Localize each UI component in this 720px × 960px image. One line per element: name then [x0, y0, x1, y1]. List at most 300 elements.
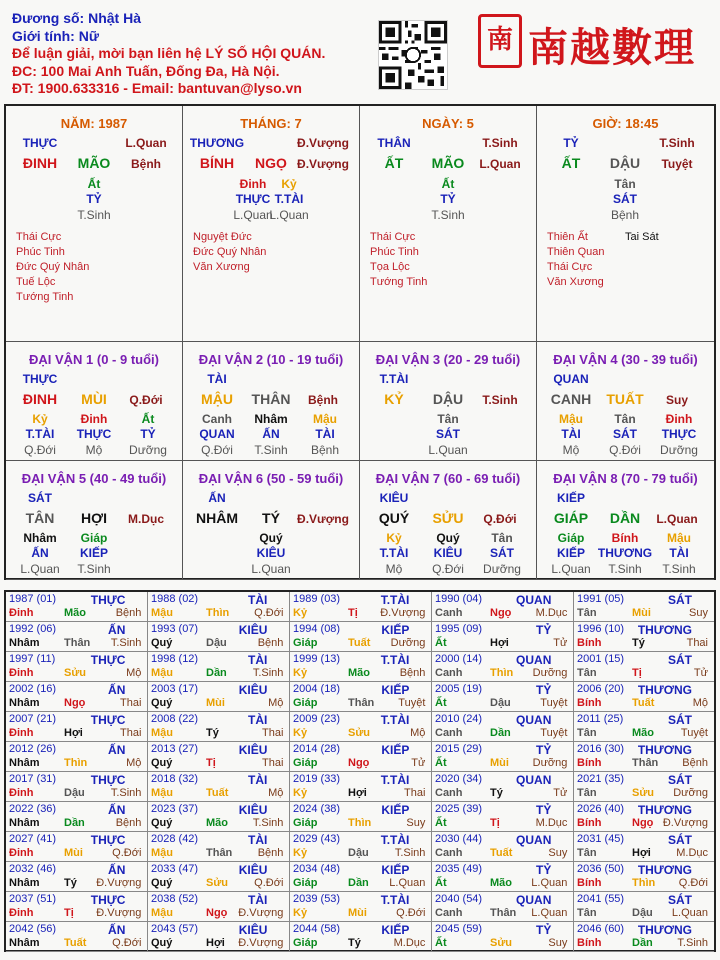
year-label: 2029 (43) [293, 833, 341, 845]
year-stem: Tân [577, 607, 597, 619]
year-label: 2034 (48) [293, 863, 341, 875]
year-label: 1996 (10) [577, 623, 625, 635]
year-state: Đ.Vượng [238, 907, 284, 919]
year-branch: Mùi [64, 847, 83, 859]
dai-van-god: KIÊU [379, 491, 409, 505]
year-branch: Thân [490, 907, 517, 919]
year-branch: Tý [348, 937, 361, 949]
year-cell [290, 802, 432, 832]
pillar-state: Đ.Vượng [297, 157, 349, 171]
year-god: T.TÀI [380, 713, 410, 727]
year-branch: Dần [632, 937, 653, 949]
year-state: Tử [553, 637, 568, 649]
year-branch: Mão [490, 877, 512, 889]
pillar-god: THÂN [377, 136, 411, 150]
year-stem: Đinh [9, 847, 34, 859]
year-stem: Ất [435, 937, 447, 949]
year-stem: Quý [151, 877, 173, 889]
year-branch: Thìn [490, 667, 514, 679]
year-branch: Dậu [632, 907, 653, 919]
year-branch: Tuất [632, 697, 655, 709]
year-branch: Tị [206, 757, 216, 769]
year-state: Suy [548, 847, 568, 859]
year-label: 2046 (60) [577, 923, 625, 935]
dai-van-god: KIẾP [556, 491, 585, 505]
hidden-stem: Tân [614, 412, 636, 426]
pillar-stem: ĐINH [22, 155, 58, 171]
pillar-stem: ẤT [561, 155, 581, 171]
dai-van-stem: GIÁP [553, 510, 589, 526]
year-state: M.Dục [535, 607, 568, 619]
year-state: Q.Đới [112, 847, 142, 859]
year-god: QUAN [516, 893, 552, 907]
year-god: THỰC [90, 713, 126, 727]
year-cell [290, 862, 432, 892]
year-branch: Thân [64, 637, 91, 649]
year-label: 1998 (12) [151, 653, 199, 665]
year-state: M.Dục [393, 937, 426, 949]
pillar-god: THƯƠNG [189, 136, 245, 150]
year-label: 2043 (57) [151, 923, 199, 935]
year-god: THƯƠNG [637, 743, 692, 757]
year-god: ẤN [108, 743, 126, 757]
year-label: 2005 (19) [435, 683, 483, 695]
dai-van-branch: DẦN [609, 510, 641, 526]
dai-van-title: ĐẠI VẬN 5 (40 - 49 tuổi) [21, 471, 167, 486]
year-god: KIÊU [238, 863, 268, 877]
year-cell [432, 592, 574, 622]
year-state: Suy [548, 937, 568, 949]
address-line: ĐC: 100 Mai Anh Tuấn, Đống Đa, Hà Nội. [12, 62, 280, 79]
year-label: 2013 (27) [151, 743, 199, 755]
year-stem: Nhâm [9, 637, 40, 649]
hidden-state: Q.Đới [201, 443, 233, 457]
star-item: Tuế Lộc [16, 276, 56, 288]
year-stem: Quý [151, 637, 173, 649]
year-state: Đ.Vượng [96, 877, 142, 889]
year-god: THỰC [90, 653, 126, 667]
hidden-stem: Tân [614, 177, 636, 191]
year-state: Suy [406, 817, 426, 829]
year-stem: Nhâm [9, 757, 40, 769]
year-cell [148, 652, 290, 682]
pillar-state-top: L.Quan [125, 136, 167, 150]
pillar-0 [6, 106, 183, 342]
year-state: Tuyệt [540, 697, 568, 709]
hidden-state: L.Quan [251, 562, 291, 576]
year-state: Bệnh [682, 757, 708, 769]
year-cell [432, 742, 574, 772]
year-cell [6, 592, 148, 622]
hidden-god: SÁT [613, 427, 637, 441]
dai-van-stem: TÂN [25, 510, 55, 526]
year-stem: Kỷ [293, 727, 308, 739]
year-cell [574, 922, 714, 952]
year-cell [574, 682, 714, 712]
year-label: 2038 (52) [151, 893, 199, 905]
year-stem: Đinh [9, 907, 34, 919]
dai-van-god: SÁT [28, 491, 52, 505]
year-stem: Mậu [151, 727, 173, 739]
pillar-stem: BÍNH [199, 155, 235, 171]
year-branch: Mão [64, 607, 86, 619]
year-cell [290, 772, 432, 802]
year-cell [148, 742, 290, 772]
dai-van-branch: DẬU [432, 391, 464, 407]
year-state: Đ.Vượng [380, 607, 426, 619]
year-branch: Tị [64, 907, 74, 919]
pillar-state: L.Quan [479, 157, 521, 171]
dai-van-branch: THÂN [251, 391, 291, 407]
dai-van-8 [537, 461, 714, 580]
year-state: Bệnh [257, 847, 284, 859]
star-item: Thiên Quan [547, 246, 605, 258]
hidden-state: Dưỡng [660, 443, 698, 457]
year-god: T.TÀI [380, 593, 410, 607]
year-label: 1988 (02) [151, 593, 199, 605]
year-stem: Canh [435, 727, 463, 739]
dai-van-state: Suy [665, 393, 688, 407]
year-stem: Giáp [293, 817, 318, 829]
hidden-state: L.Quan [233, 208, 273, 222]
hidden-stem: Tân [437, 412, 459, 426]
year-label: 1999 (13) [293, 653, 341, 665]
year-god: QUAN [516, 713, 552, 727]
year-stem: Giáp [293, 757, 318, 769]
hidden-god: THƯƠNG [597, 546, 653, 560]
year-branch: Hợi [64, 727, 83, 739]
year-stem: Mậu [151, 907, 173, 919]
year-cell [574, 862, 714, 892]
year-stem: Nhâm [9, 937, 40, 949]
year-label: 1993 (07) [151, 623, 199, 635]
year-label: 2030 (44) [435, 833, 483, 845]
year-cell [290, 892, 432, 922]
year-cell [148, 772, 290, 802]
pillar-state-top: T.Sinh [482, 136, 518, 150]
year-branch: Thìn [632, 877, 656, 889]
pillar-branch: MÃO [77, 155, 111, 171]
year-state: M.Dục [676, 847, 708, 859]
year-branch: Tuất [490, 847, 513, 859]
year-state: T.Sinh [394, 847, 426, 859]
dai-van-state: Q.Đới [483, 512, 517, 526]
year-branch: Mão [206, 817, 228, 829]
dai-van-title: ĐẠI VẬN 2 (10 - 19 tuổi) [198, 352, 344, 367]
dai-van-state: T.Sinh [482, 393, 518, 407]
year-label: 2002 (16) [9, 683, 57, 695]
year-branch: Sửu [206, 877, 229, 889]
dai-van-state: M.Dục [128, 512, 164, 526]
year-cell [6, 922, 148, 952]
hidden-god: KIẾP [556, 546, 585, 560]
hidden-stem: Kỷ [32, 412, 48, 426]
star-item: Tướng Tinh [370, 276, 428, 288]
year-god: SÁT [668, 893, 692, 907]
hidden-god: TÀI [561, 427, 581, 441]
year-cell [574, 622, 714, 652]
year-stem: Tân [577, 727, 597, 739]
year-god: T.TÀI [380, 773, 410, 787]
year-cell [6, 802, 148, 832]
year-state: Mộ [692, 697, 708, 709]
year-state: Mộ [268, 697, 284, 709]
year-state: Thai [261, 727, 284, 739]
year-label: 1995 (09) [435, 623, 483, 635]
year-label: 2008 (22) [151, 713, 199, 725]
year-label: 2017 (31) [9, 773, 57, 785]
year-state: Mộ [126, 757, 142, 769]
year-state: Đ.Vượng [238, 937, 284, 949]
year-state: L.Quan [671, 907, 708, 919]
year-cell [290, 652, 432, 682]
year-god: KIẾP [381, 683, 410, 697]
year-god: KIÊU [238, 803, 268, 817]
year-stem: Kỷ [293, 667, 308, 679]
pillar-god: TỶ [563, 136, 579, 150]
year-stem: Canh [435, 907, 463, 919]
year-cell [432, 772, 574, 802]
year-label: 2031 (45) [577, 833, 625, 845]
year-stem: Bính [577, 697, 602, 709]
year-cell [6, 742, 148, 772]
year-god: TỶ [536, 623, 552, 637]
year-god: TÀI [248, 593, 268, 607]
hidden-state: Dưỡng [483, 562, 521, 576]
hidden-state: T.Sinh [431, 208, 465, 222]
year-god: SÁT [668, 653, 692, 667]
year-cell [148, 622, 290, 652]
year-god: T.TÀI [380, 833, 410, 847]
year-branch: Dần [348, 877, 369, 889]
year-branch: Dậu [490, 697, 511, 709]
hidden-stem: Giáp [557, 531, 585, 545]
year-cell [432, 652, 574, 682]
year-cell [574, 712, 714, 742]
year-label: 2024 (38) [293, 803, 341, 815]
year-stem: Quý [151, 817, 173, 829]
year-cell [432, 622, 574, 652]
year-branch: Hợi [206, 937, 225, 949]
year-state: Thai [403, 787, 426, 799]
year-god: ẤN [108, 623, 126, 637]
year-stem: Tân [577, 667, 597, 679]
year-god: TÀI [248, 893, 268, 907]
hidden-stem: Quý [436, 531, 460, 545]
year-cell [432, 862, 574, 892]
year-state: Dưỡng [673, 787, 708, 799]
year-god: KIÊU [238, 683, 268, 697]
year-god: TÀI [248, 773, 268, 787]
year-stem: Mậu [151, 847, 173, 859]
hidden-stem: Ất [141, 412, 155, 426]
year-state: Mộ [410, 727, 426, 739]
year-god: THỰC [90, 593, 126, 607]
hidden-god: KIẾP [79, 546, 108, 560]
year-state: Tuyệt [540, 727, 568, 739]
hidden-god: SÁT [613, 192, 637, 206]
year-cell [148, 832, 290, 862]
year-cell [574, 892, 714, 922]
year-label: 2023 (37) [151, 803, 199, 815]
year-stem: Giáp [293, 637, 318, 649]
dai-van-state: Bệnh [308, 393, 338, 407]
hidden-god: TÀI [669, 546, 689, 560]
dai-van-branch: HỢI [81, 510, 107, 526]
year-state: L.Quan [531, 907, 568, 919]
year-stem: Giáp [293, 697, 318, 709]
hidden-god: T.TÀI [274, 192, 304, 206]
year-state: Thai [686, 637, 708, 649]
dai-van-branch: SỬU [432, 510, 464, 526]
yearly-grid [4, 590, 716, 952]
hidden-state: T.Sinh [77, 208, 111, 222]
year-label: 2000 (14) [435, 653, 483, 665]
year-label: 1989 (03) [293, 593, 341, 605]
hidden-stem: Đinh [80, 412, 108, 426]
hidden-stem: Canh [202, 412, 232, 426]
year-label: 2041 (55) [577, 893, 625, 905]
star-item: Thái Cực [16, 231, 62, 243]
pillar-title: THÁNG: 7 [240, 116, 302, 131]
year-label: 2022 (36) [9, 803, 57, 815]
year-stem: Canh [435, 787, 463, 799]
year-branch: Hợi [490, 637, 509, 649]
year-stem: Nhâm [9, 697, 40, 709]
dai-van-state: L.Quan [656, 512, 698, 526]
hidden-stem: Nhâm [23, 531, 57, 545]
hidden-god: THỰC [661, 427, 697, 441]
year-label: 2033 (47) [151, 863, 199, 875]
year-state: T.Sinh [252, 667, 284, 679]
year-branch: Thân [348, 697, 375, 709]
year-stem: Đinh [9, 607, 34, 619]
year-branch: Tý [632, 637, 645, 649]
year-god: KIẾP [381, 863, 410, 877]
star-item: Thái Cực [547, 261, 593, 273]
year-label: 2010 (24) [435, 713, 483, 725]
year-label: 2003 (17) [151, 683, 199, 695]
year-stem: Ất [435, 637, 447, 649]
year-state: Q.Đới [112, 937, 142, 949]
pillar-stars [16, 230, 89, 305]
star-item: Nguyệt Đức [193, 231, 252, 243]
year-stem: Bính [577, 877, 602, 889]
year-state: Q.Đới [254, 607, 284, 619]
pillar-state-top: Đ.Vượng [297, 136, 349, 150]
year-cell [290, 622, 432, 652]
year-branch: Thìn [64, 757, 88, 769]
year-label: 2036 (50) [577, 863, 625, 875]
year-cell [148, 862, 290, 892]
year-cell [574, 802, 714, 832]
year-label: 2006 (20) [577, 683, 625, 695]
year-state: Suy [689, 607, 708, 619]
phone-email-line: ĐT: 1900.633316 - Email: bantuvan@lyso.vn [12, 80, 302, 96]
year-god: QUAN [516, 593, 552, 607]
year-branch: Tý [490, 787, 503, 799]
pillar-state-top: T.Sinh [659, 136, 695, 150]
hidden-god: ẤN [262, 427, 280, 441]
hidden-god: KIÊU [256, 546, 286, 560]
hidden-stem: Mậu [313, 412, 337, 426]
year-state: Bệnh [257, 637, 284, 649]
year-state: Bệnh [115, 607, 142, 619]
hidden-state: Bệnh [610, 208, 640, 222]
year-cell [148, 682, 290, 712]
hidden-god: T.TÀI [25, 427, 55, 441]
hidden-stem: Kỷ [386, 531, 402, 545]
hidden-state: L.Quan [428, 443, 468, 457]
year-state: Thai [261, 757, 284, 769]
year-state: Tuyệt [680, 727, 708, 739]
dai-van-stem: ĐINH [22, 391, 58, 407]
dai-van-title: ĐẠI VẬN 8 (70 - 79 tuổi) [553, 471, 698, 486]
year-branch: Sửu [490, 937, 513, 949]
year-branch: Tị [348, 607, 358, 619]
hidden-stem: Giáp [80, 531, 108, 545]
pillar-state: Tuyệt [661, 157, 693, 171]
year-stem: Bính [577, 817, 602, 829]
year-state: Dưỡng [390, 637, 426, 649]
star-item: Văn Xương [547, 276, 604, 288]
year-state: T.Sinh [110, 787, 142, 799]
year-branch: Mùi [206, 697, 225, 709]
pillar-stars [193, 230, 266, 275]
year-cell [574, 742, 714, 772]
dai-van-title: ĐẠI VẬN 6 (50 - 59 tuổi) [198, 471, 344, 486]
hidden-state: T.Sinh [608, 562, 642, 576]
year-label: 2004 (18) [293, 683, 341, 695]
year-cell [432, 712, 574, 742]
year-branch: Tuất [64, 937, 87, 949]
year-branch: Tý [206, 727, 219, 739]
pillar-title: NGÀY: 5 [422, 116, 474, 131]
hidden-stem: Quý [259, 531, 283, 545]
year-god: SÁT [668, 713, 692, 727]
qr-code-icon[interactable] [378, 20, 448, 90]
year-god: THỰC [90, 833, 126, 847]
year-god: THƯƠNG [637, 923, 692, 937]
year-stem: Canh [435, 607, 463, 619]
year-god: TỶ [536, 743, 552, 757]
year-branch: Thân [206, 847, 233, 859]
year-god: SÁT [668, 833, 692, 847]
year-label: 1990 (04) [435, 593, 483, 605]
year-cell [148, 802, 290, 832]
year-state: L.Quan [531, 877, 568, 889]
hidden-stem: Tân [491, 531, 513, 545]
year-branch: Dần [490, 727, 511, 739]
year-state: T.Sinh [252, 817, 284, 829]
year-label: 2009 (23) [293, 713, 341, 725]
hidden-god: ẤN [31, 546, 49, 560]
year-label: 2045 (59) [435, 923, 483, 935]
year-branch: Thân [632, 757, 659, 769]
hidden-god: THỰC [235, 192, 271, 206]
main-chart-grid [4, 104, 716, 580]
hidden-stem: Kỷ [281, 177, 297, 191]
year-state: Mộ [126, 667, 142, 679]
year-god: TÀI [248, 833, 268, 847]
year-god: KIẾP [381, 923, 410, 937]
owner-name: Đương số: Nhật Hà [12, 10, 141, 26]
hidden-stem: Mậu [559, 412, 583, 426]
seal-stamp-icon: 南 [478, 14, 522, 68]
dai-van-god: TÀI [207, 372, 227, 386]
year-god: TỶ [536, 923, 552, 937]
year-label: 2001 (15) [577, 653, 625, 665]
